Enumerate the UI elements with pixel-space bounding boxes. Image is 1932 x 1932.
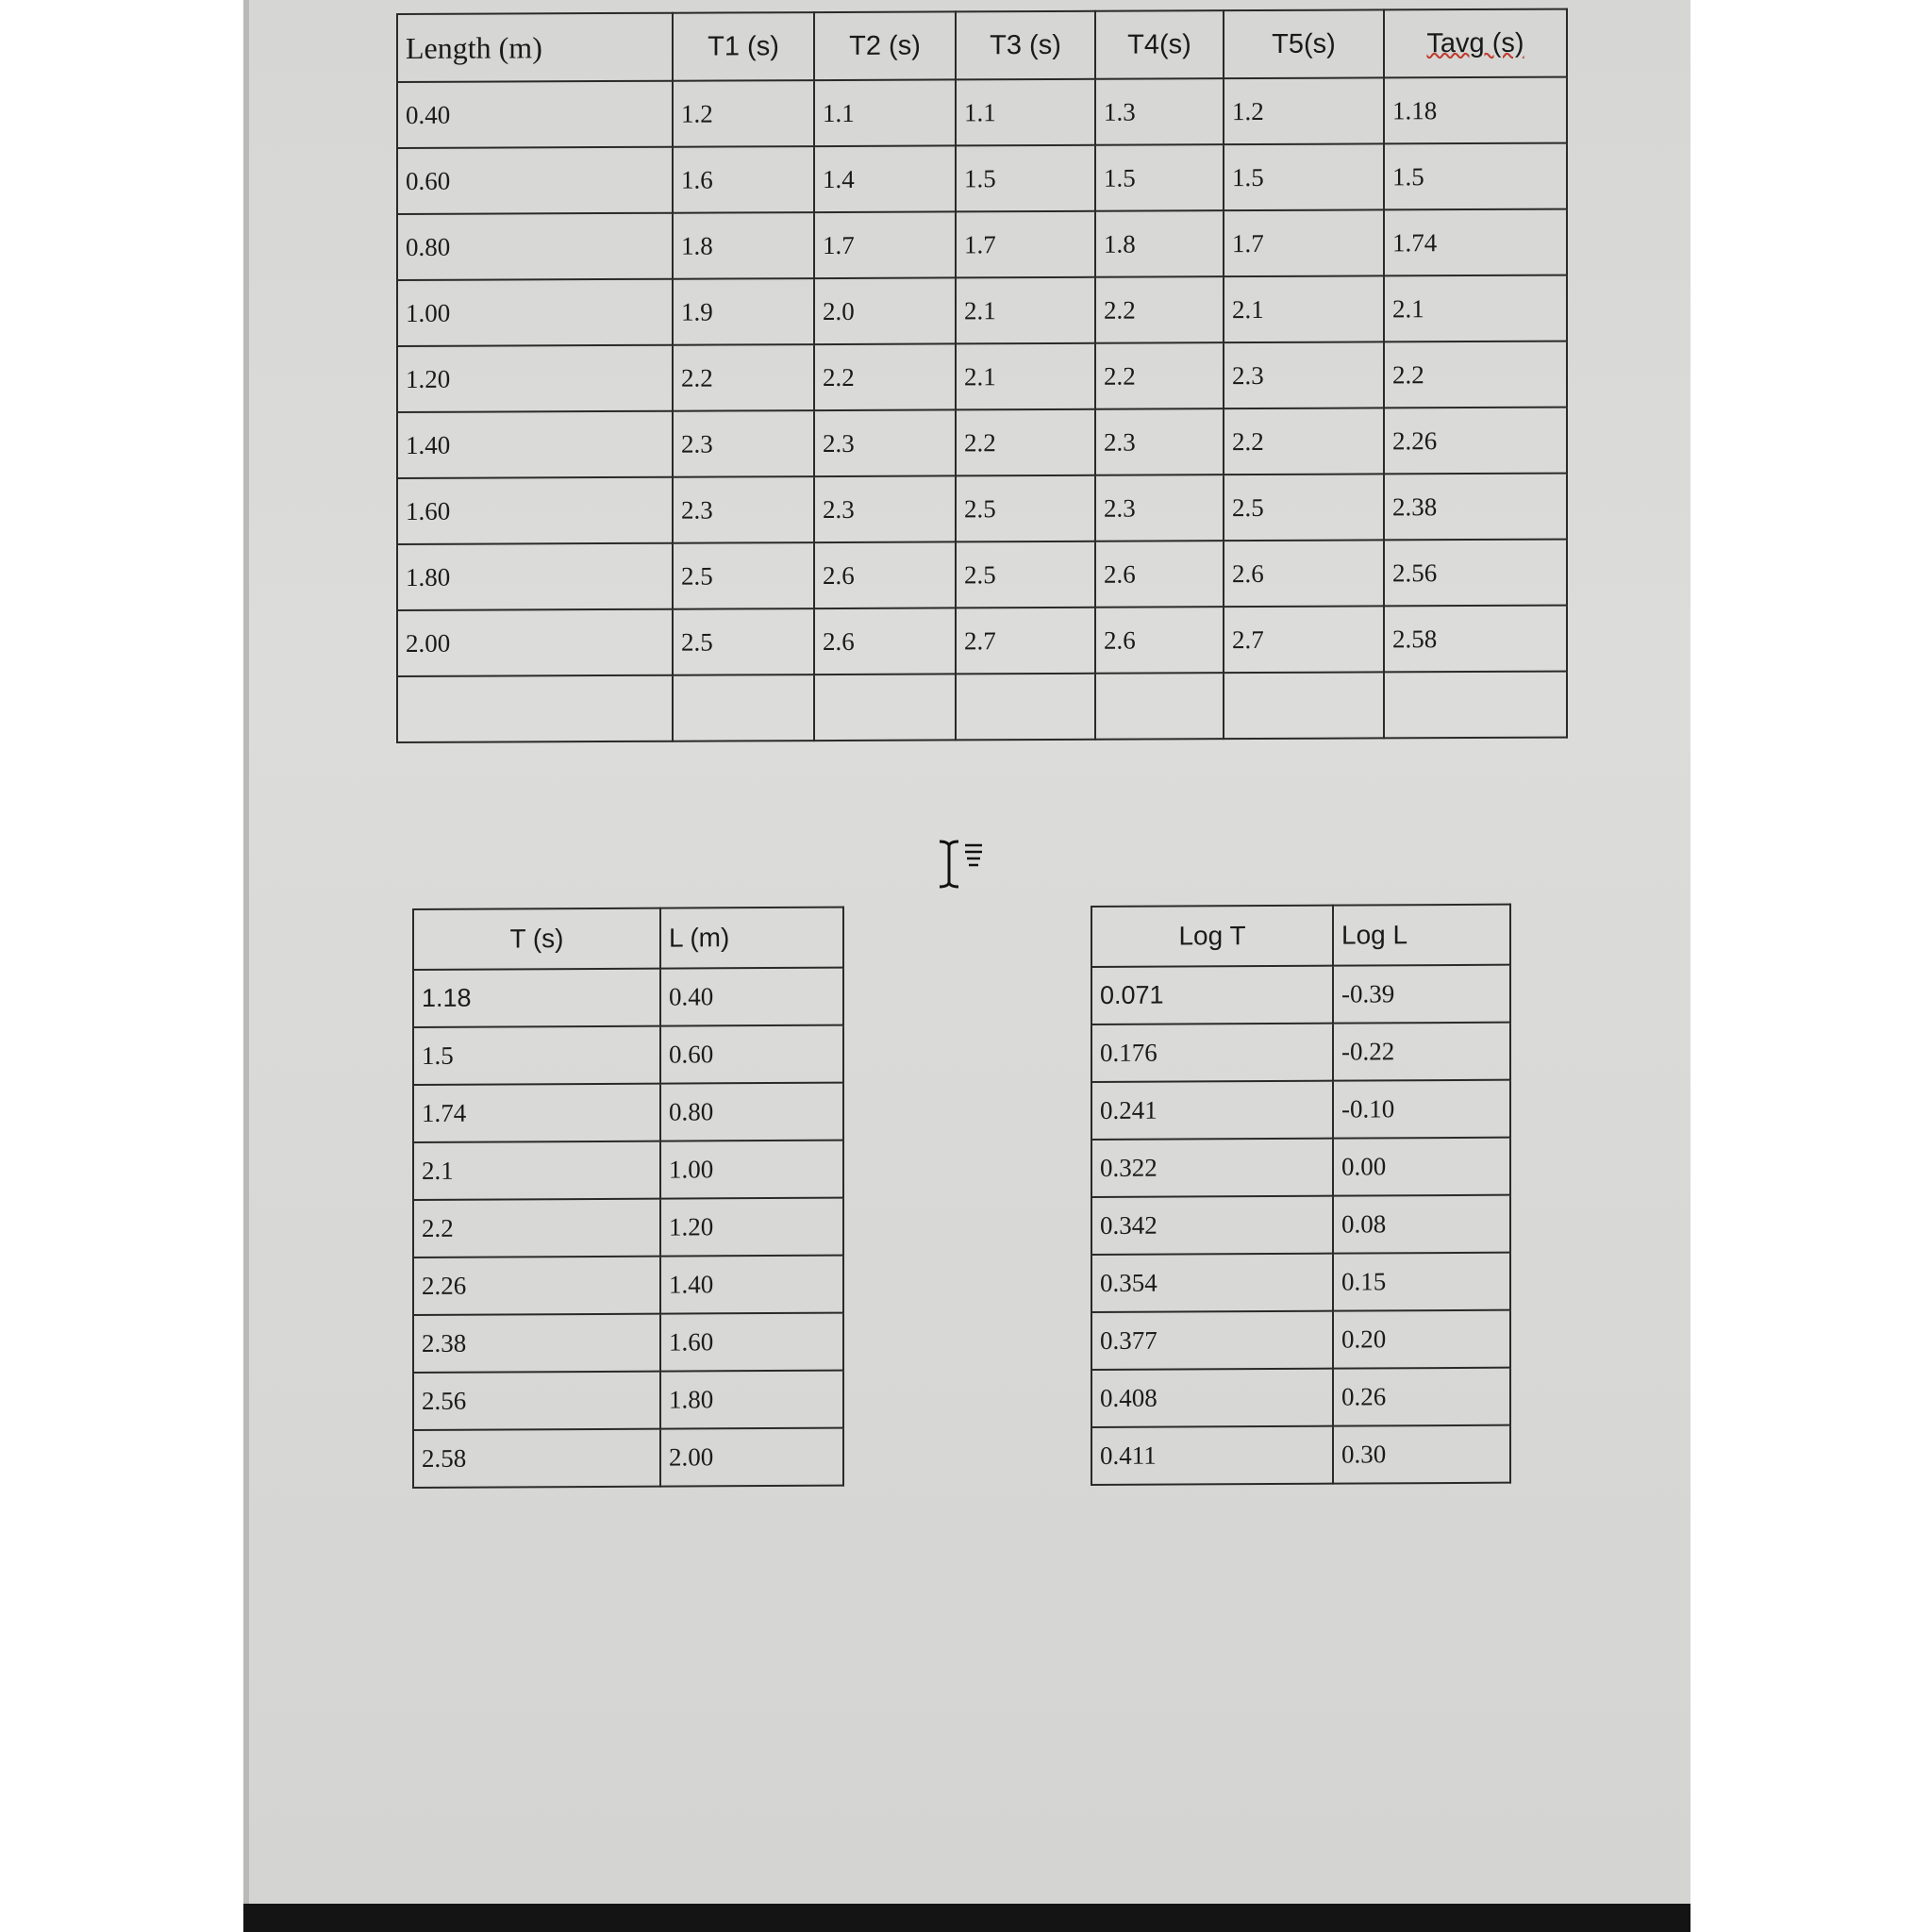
table-cell: 2.2 xyxy=(1095,342,1224,409)
table-cell: 2.3 xyxy=(1095,475,1224,541)
column-header: T1 (s) xyxy=(673,12,814,81)
table-cell: 1.20 xyxy=(397,345,673,412)
table-cell: 2.3 xyxy=(1224,341,1384,408)
log-values-table xyxy=(1091,904,1511,1486)
table-row xyxy=(1091,1310,1510,1370)
table-row xyxy=(1091,1023,1510,1082)
table-cell: 2.3 xyxy=(673,410,814,477)
text-cursor-icon xyxy=(934,838,991,894)
table-cell: 2.56 xyxy=(1384,540,1567,607)
table-cell: 2.2 xyxy=(413,1199,660,1257)
table-cell: 1.5 xyxy=(1384,143,1567,210)
table-body xyxy=(1091,965,1510,1485)
table-row xyxy=(413,1083,843,1142)
table-cell: 1.40 xyxy=(397,411,673,478)
table-cell: 0.377 xyxy=(1091,1311,1333,1370)
table-row xyxy=(413,1141,843,1200)
column-header: T2 (s) xyxy=(814,11,956,80)
table-cell: 1.7 xyxy=(1224,209,1384,276)
table-row xyxy=(1091,965,1510,1024)
table-cell: 1.1 xyxy=(814,79,956,146)
table-row xyxy=(397,275,1567,346)
table-cell: 0.15 xyxy=(1333,1253,1510,1311)
table-cell: 0.80 xyxy=(397,213,673,280)
table-cell: 2.2 xyxy=(814,343,956,410)
table-cell: 0.241 xyxy=(1091,1081,1333,1140)
table-cell: 2.3 xyxy=(1095,408,1224,475)
table-row xyxy=(397,408,1567,478)
table-cell: -0.10 xyxy=(1333,1080,1510,1139)
table-cell: 0.60 xyxy=(397,147,673,214)
table-cell: 1.60 xyxy=(397,477,673,544)
table-row xyxy=(397,606,1567,676)
empty-cell xyxy=(397,675,673,742)
table-cell: 2.7 xyxy=(1224,606,1384,673)
table-cell: 1.8 xyxy=(673,212,814,279)
table-cell: 0.071 xyxy=(1091,966,1333,1024)
table-row xyxy=(413,1428,843,1488)
table-cell: 2.5 xyxy=(956,475,1095,542)
table-cell: 2.5 xyxy=(673,542,814,609)
table-cell: 1.80 xyxy=(397,543,673,610)
table-cell: 1.8 xyxy=(1095,210,1224,277)
table-row xyxy=(397,143,1567,214)
table-row xyxy=(413,1198,843,1257)
table-cell: 1.80 xyxy=(660,1371,843,1429)
table-row xyxy=(397,209,1567,280)
table-row xyxy=(413,968,843,1027)
table-cell: 0.08 xyxy=(1333,1195,1510,1254)
table-cell: 1.2 xyxy=(673,80,814,147)
table-cell: 0.322 xyxy=(1091,1139,1333,1197)
column-header: T5(s) xyxy=(1224,9,1384,78)
table-cell: 1.00 xyxy=(660,1141,843,1199)
column-header: Log T xyxy=(1091,906,1333,967)
table-cell: 2.0 xyxy=(814,277,956,344)
table-cell: 0.26 xyxy=(1333,1368,1510,1426)
column-header xyxy=(1384,9,1567,78)
table-row xyxy=(413,1313,843,1373)
table-cell: 2.58 xyxy=(1384,606,1567,673)
table-cell: -0.22 xyxy=(1333,1023,1510,1081)
table-cell: 2.6 xyxy=(1095,607,1224,674)
table-cell: 1.6 xyxy=(673,146,814,213)
table-row xyxy=(1091,1195,1510,1255)
table-cell: 2.26 xyxy=(1384,408,1567,475)
table-cell: 2.56 xyxy=(413,1372,660,1430)
table-cell: 1.5 xyxy=(956,145,1095,212)
table-cell: 2.1 xyxy=(413,1141,660,1200)
table-row xyxy=(397,540,1567,610)
column-header: T3 (s) xyxy=(956,11,1095,80)
column-header: T (s) xyxy=(413,908,660,970)
table-cell: 1.00 xyxy=(397,279,673,346)
table-row xyxy=(397,77,1567,148)
table-row xyxy=(1091,1253,1510,1312)
table-cell: 1.18 xyxy=(413,969,660,1027)
table-cell: 0.408 xyxy=(1091,1369,1333,1427)
period-length-table xyxy=(412,907,844,1489)
table-cell: 2.00 xyxy=(660,1428,843,1487)
table-cell: 2.2 xyxy=(673,344,814,411)
table-cell: 2.26 xyxy=(413,1257,660,1315)
table-cell: 0.60 xyxy=(660,1025,843,1084)
table-cell: 1.3 xyxy=(1095,78,1224,145)
table-cell: 2.6 xyxy=(1224,540,1384,607)
empty-cell xyxy=(673,675,814,741)
table-cell: 2.3 xyxy=(814,409,956,476)
screen-bottom-bezel xyxy=(243,1904,1690,1932)
table-cell: 2.2 xyxy=(1095,276,1224,343)
empty-cell xyxy=(1384,672,1567,739)
column-header: L (m) xyxy=(660,908,843,969)
column-header: T4(s) xyxy=(1095,10,1224,79)
table-cell: 0.30 xyxy=(1333,1425,1510,1484)
table-cell: 2.6 xyxy=(814,608,956,675)
table-cell: 0.80 xyxy=(660,1083,843,1141)
table-cell: 0.342 xyxy=(1091,1196,1333,1255)
table-cell: 2.6 xyxy=(1095,541,1224,608)
table-cell: 2.6 xyxy=(814,541,956,608)
table-cell: 0.40 xyxy=(660,968,843,1026)
table-cell: 0.176 xyxy=(1091,1024,1333,1082)
table-cell: 1.4 xyxy=(814,145,956,212)
empty-cell xyxy=(1095,673,1224,740)
table-cell: 1.18 xyxy=(1384,77,1567,144)
table-cell: 1.7 xyxy=(956,211,1095,278)
table-row xyxy=(1091,1138,1510,1197)
table-cell: 2.3 xyxy=(673,476,814,543)
table-cell: 1.2 xyxy=(1224,77,1384,144)
column-header: Length (m) xyxy=(397,13,673,82)
table-row xyxy=(413,1371,843,1430)
table-body xyxy=(397,77,1567,742)
table-header-row xyxy=(413,908,843,970)
table-cell: 2.00 xyxy=(397,609,673,676)
table-cell: 2.2 xyxy=(1224,408,1384,475)
table-cell: 1.5 xyxy=(1095,144,1224,211)
table-cell: 2.5 xyxy=(673,608,814,675)
spellcheck-flagged-header: Tavg (s) xyxy=(1426,27,1524,58)
table-row xyxy=(1091,1080,1510,1140)
table-cell: 2.38 xyxy=(1384,474,1567,541)
table-body xyxy=(413,968,843,1488)
table-cell: 1.7 xyxy=(814,211,956,278)
table-cell: 1.5 xyxy=(413,1026,660,1085)
table-cell: 2.58 xyxy=(413,1429,660,1488)
table-row xyxy=(1091,1425,1510,1485)
table-cell: 2.2 xyxy=(956,409,1095,476)
empty-cell xyxy=(814,674,956,741)
table-row xyxy=(1091,1368,1510,1427)
table-cell: 2.5 xyxy=(1224,474,1384,541)
empty-cell xyxy=(956,674,1095,741)
empty-table-row xyxy=(397,672,1567,742)
table-cell: 2.2 xyxy=(1384,341,1567,408)
table-cell: 0.354 xyxy=(1091,1254,1333,1312)
table-cell: -0.39 xyxy=(1333,965,1510,1024)
empty-cell xyxy=(1224,672,1384,739)
table-cell: 2.3 xyxy=(814,475,956,542)
pendulum-measurements-table xyxy=(396,8,1568,743)
page-edge xyxy=(243,0,249,1932)
table-header-row xyxy=(397,9,1567,82)
table-cell: 0.20 xyxy=(1333,1310,1510,1369)
table-cell: 0.40 xyxy=(397,81,673,148)
table-header-row xyxy=(1091,905,1510,967)
table-cell: 2.5 xyxy=(956,541,1095,608)
table-cell: 2.1 xyxy=(956,343,1095,410)
table-row xyxy=(397,474,1567,544)
table-row xyxy=(397,341,1567,412)
table-row xyxy=(413,1256,843,1315)
table-cell: 1.40 xyxy=(660,1256,843,1314)
table-cell: 1.1 xyxy=(956,79,1095,146)
table-cell: 0.411 xyxy=(1091,1426,1333,1485)
table-cell: 1.74 xyxy=(1384,209,1567,276)
table-cell: 2.7 xyxy=(956,608,1095,675)
table-cell: 0.00 xyxy=(1333,1138,1510,1196)
table-cell: 1.20 xyxy=(660,1198,843,1257)
table-cell: 1.5 xyxy=(1224,143,1384,210)
table-cell: 2.38 xyxy=(413,1314,660,1373)
table-cell: 1.74 xyxy=(413,1084,660,1142)
table-cell: 2.1 xyxy=(1224,275,1384,342)
table-row xyxy=(413,1025,843,1085)
table-cell: 2.1 xyxy=(956,277,1095,344)
table-cell: 1.9 xyxy=(673,278,814,345)
table-cell: 1.60 xyxy=(660,1313,843,1372)
table-cell: 2.1 xyxy=(1384,275,1567,342)
column-header: Log L xyxy=(1333,905,1510,966)
